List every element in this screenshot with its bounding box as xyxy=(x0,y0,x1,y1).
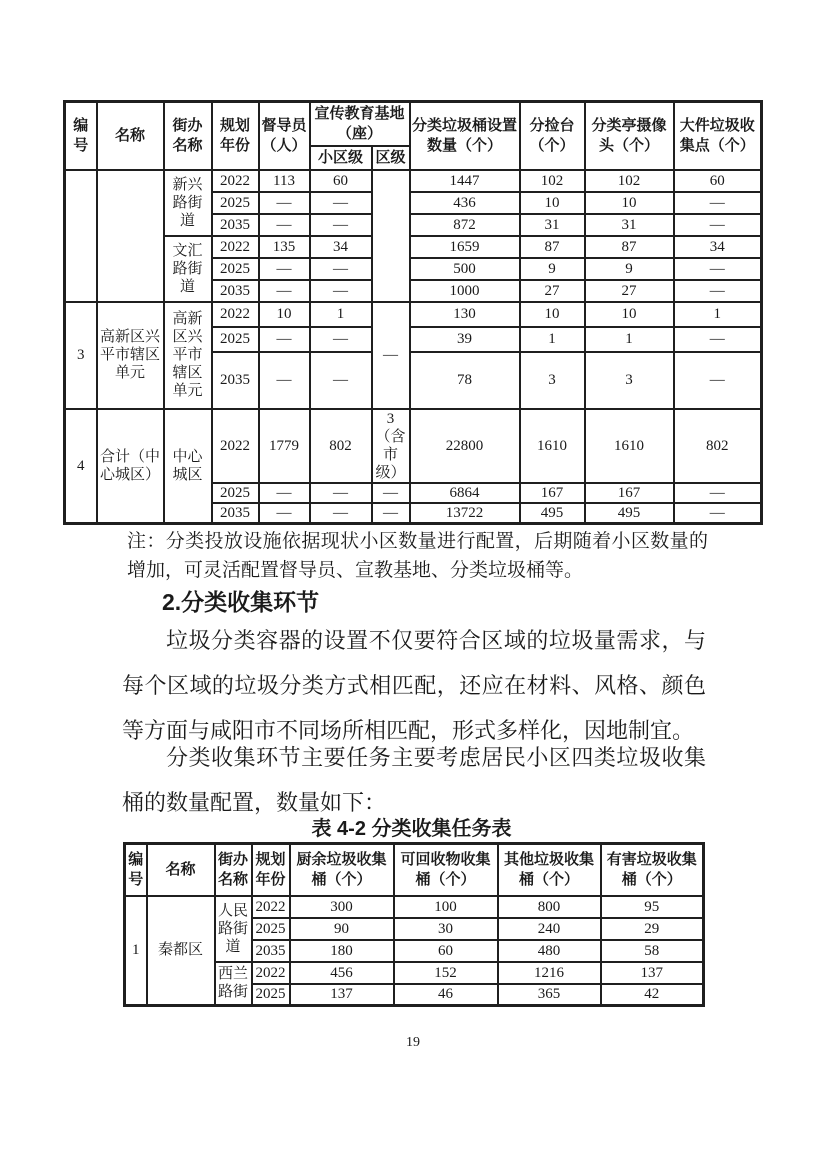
cell-year: 2022 xyxy=(212,302,259,327)
col-header-hazardous-bins: 有害垃圾收集桶（个） xyxy=(601,844,704,896)
cell-bulky: — xyxy=(674,280,762,302)
cell-no xyxy=(65,170,97,302)
cell-bulky: — xyxy=(674,192,762,214)
table-row xyxy=(65,302,762,327)
cell-other: 800 xyxy=(498,896,601,918)
cell-bulky: 802 xyxy=(674,409,762,483)
cell-district xyxy=(372,170,410,302)
cell-recyclable: 46 xyxy=(394,984,498,1006)
cell-kitchen: 90 xyxy=(290,918,394,940)
col-header-other-bins: 其他垃圾收集桶（个） xyxy=(498,844,601,896)
col-header-bins: 分类垃圾桶设置数量（个） xyxy=(410,102,520,170)
cell-bins: 78 xyxy=(410,352,520,409)
cell-sorting: 495 xyxy=(520,503,585,524)
cell-year: 2025 xyxy=(212,258,259,280)
cell-camera: 87 xyxy=(585,236,674,258)
cell-kitchen: 300 xyxy=(290,896,394,918)
col-header-street: 街办名称 xyxy=(164,102,212,170)
cell-bulky: — xyxy=(674,352,762,409)
cell-year: 2035 xyxy=(212,214,259,236)
cell-no: 4 xyxy=(65,409,97,524)
cell-recyclable: 30 xyxy=(394,918,498,940)
cell-other: 480 xyxy=(498,940,601,962)
cell-no: 3 xyxy=(65,302,97,409)
col-header-kitchen-bins: 厨余垃圾收集桶（个） xyxy=(290,844,394,896)
col-header-year: 规划年份 xyxy=(252,844,290,896)
col-header-recyclable-bins: 可回收物收集桶（个） xyxy=(394,844,498,896)
cell-community: — xyxy=(310,327,372,352)
cell-bins: 436 xyxy=(410,192,520,214)
cell-bins: 13722 xyxy=(410,503,520,524)
cell-bins: 872 xyxy=(410,214,520,236)
cell-sorting: 1 xyxy=(520,327,585,352)
cell-bins: 1659 xyxy=(410,236,520,258)
cell-district: 3（含市级） xyxy=(372,409,410,483)
cell-recyclable: 60 xyxy=(394,940,498,962)
cell-recyclable: 100 xyxy=(394,896,498,918)
cell-supervisor: 135 xyxy=(259,236,310,258)
cell-supervisor: 113 xyxy=(259,170,310,192)
cell-community: 802 xyxy=(310,409,372,483)
cell-kitchen: 180 xyxy=(290,940,394,962)
cell-supervisor: — xyxy=(259,327,310,352)
col-header-name: 名称 xyxy=(97,102,164,170)
col-header-name: 名称 xyxy=(147,844,215,896)
cell-year: 2025 xyxy=(212,192,259,214)
cell-camera: 1 xyxy=(585,327,674,352)
cell-hazardous: 137 xyxy=(601,962,704,984)
cell-year: 2025 xyxy=(252,984,290,1006)
cell-sorting: 102 xyxy=(520,170,585,192)
cell-camera: 1610 xyxy=(585,409,674,483)
col-header-community-level: 小区级 xyxy=(310,146,372,170)
cell-community: — xyxy=(310,352,372,409)
cell-bulky: — xyxy=(674,483,762,503)
cell-name xyxy=(97,170,164,302)
cell-sorting: 10 xyxy=(520,302,585,327)
table-row xyxy=(65,170,762,192)
cell-street: 文汇路街道 xyxy=(164,236,212,302)
cell-camera: 102 xyxy=(585,170,674,192)
cell-year: 2025 xyxy=(212,483,259,503)
cell-supervisor: 10 xyxy=(259,302,310,327)
collection-task-table xyxy=(123,842,705,1007)
cell-sorting: 9 xyxy=(520,258,585,280)
cell-bins: 6864 xyxy=(410,483,520,503)
cell-community: — xyxy=(310,503,372,524)
col-header-camera: 分类亭摄像头（个） xyxy=(585,102,674,170)
cell-community: — xyxy=(310,258,372,280)
col-header-bulky-point: 大件垃圾收集点（个） xyxy=(674,102,762,170)
cell-hazardous: 29 xyxy=(601,918,704,940)
cell-bulky: 34 xyxy=(674,236,762,258)
cell-street: 高新区兴平市辖区单元 xyxy=(164,302,212,409)
cell-kitchen: 137 xyxy=(290,984,394,1006)
cell-year: 2035 xyxy=(212,352,259,409)
cell-street: 新兴路街道 xyxy=(164,170,212,236)
col-header-district-level: 区级 xyxy=(372,146,410,170)
cell-bins: 22800 xyxy=(410,409,520,483)
table-note: 注：分类投放设施依据现状小区数量进行配置，后期随着小区数量的增加，可灵活配置督导员、宣教基地、分类垃圾桶等。 xyxy=(127,531,708,581)
cell-year: 2035 xyxy=(252,940,290,962)
cell-year: 2022 xyxy=(212,170,259,192)
cell-camera: 167 xyxy=(585,483,674,503)
cell-other: 1216 xyxy=(498,962,601,984)
cell-other: 365 xyxy=(498,984,601,1006)
table-header-row xyxy=(65,102,762,146)
cell-supervisor: — xyxy=(259,503,310,524)
col-header-street: 街办名称 xyxy=(215,844,252,896)
cell-sorting: 87 xyxy=(520,236,585,258)
cell-street: 人民路街道 xyxy=(215,896,252,962)
cell-supervisor: — xyxy=(259,352,310,409)
cell-other: 240 xyxy=(498,918,601,940)
col-header-no: 编号 xyxy=(65,102,97,170)
cell-community: 60 xyxy=(310,170,372,192)
cell-year: 2022 xyxy=(212,409,259,483)
cell-bulky: — xyxy=(674,327,762,352)
cell-street: 中心城区 xyxy=(164,409,212,524)
cell-supervisor: — xyxy=(259,192,310,214)
cell-bulky: — xyxy=(674,258,762,280)
cell-camera: 31 xyxy=(585,214,674,236)
col-header-year: 规划年份 xyxy=(212,102,259,170)
cell-name: 高新区兴平市辖区单元 xyxy=(97,302,164,409)
cell-supervisor: — xyxy=(259,214,310,236)
cell-sorting: 1610 xyxy=(520,409,585,483)
cell-supervisor: 1779 xyxy=(259,409,310,483)
cell-kitchen: 456 xyxy=(290,962,394,984)
cell-bins: 39 xyxy=(410,327,520,352)
cell-bulky: 1 xyxy=(674,302,762,327)
cell-community: 1 xyxy=(310,302,372,327)
table-row xyxy=(65,409,762,483)
col-header-no: 编号 xyxy=(125,844,147,896)
section-heading: 2.分类收集环节 xyxy=(162,589,320,615)
cell-recyclable: 152 xyxy=(394,962,498,984)
cell-year: 2025 xyxy=(252,918,290,940)
cell-community: — xyxy=(310,214,372,236)
cell-supervisor: — xyxy=(259,483,310,503)
cell-bulky: 60 xyxy=(674,170,762,192)
cell-district: — xyxy=(372,503,410,524)
cell-supervisor: — xyxy=(259,258,310,280)
facility-config-table xyxy=(63,100,763,525)
cell-community: 34 xyxy=(310,236,372,258)
col-header-edu-base: 宣传教育基地（座） xyxy=(310,102,410,146)
page-number: 19 xyxy=(406,1035,420,1050)
cell-district: — xyxy=(372,483,410,503)
cell-camera: 3 xyxy=(585,352,674,409)
cell-year: 2025 xyxy=(212,327,259,352)
cell-bulky: — xyxy=(674,214,762,236)
cell-name: 秦都区 xyxy=(147,896,215,1006)
cell-bulky: — xyxy=(674,503,762,524)
cell-sorting: 3 xyxy=(520,352,585,409)
cell-bins: 1447 xyxy=(410,170,520,192)
cell-hazardous: 95 xyxy=(601,896,704,918)
cell-community: — xyxy=(310,192,372,214)
table-caption: 表 4-2 分类收集任务表 xyxy=(311,818,512,840)
cell-bins: 500 xyxy=(410,258,520,280)
cell-hazardous: 58 xyxy=(601,940,704,962)
cell-camera: 27 xyxy=(585,280,674,302)
cell-year: 2035 xyxy=(212,503,259,524)
cell-street: 西兰路街 xyxy=(215,962,252,1006)
cell-bins: 130 xyxy=(410,302,520,327)
cell-sorting: 31 xyxy=(520,214,585,236)
cell-name: 合计（中心城区） xyxy=(97,409,164,524)
cell-camera: 9 xyxy=(585,258,674,280)
cell-camera: 10 xyxy=(585,192,674,214)
cell-hazardous: 42 xyxy=(601,984,704,1006)
paragraph: 垃圾分类容器的设置不仅要符合区域的垃圾量需求，与每个区域的垃圾分类方式相匹配，还应在材料、风格、颜色等方面与咸阳市不同场所相匹配，形式多样化，因地制宜。 xyxy=(122,628,706,743)
cell-sorting: 27 xyxy=(520,280,585,302)
cell-bins: 1000 xyxy=(410,280,520,302)
cell-year: 2035 xyxy=(212,280,259,302)
cell-camera: 495 xyxy=(585,503,674,524)
cell-supervisor: — xyxy=(259,280,310,302)
cell-sorting: 10 xyxy=(520,192,585,214)
paragraph: 分类收集环节主要任务主要考虑居民小区四类垃圾收集桶的数量配置，数量如下： xyxy=(122,745,706,815)
cell-year: 2022 xyxy=(252,896,290,918)
cell-year: 2022 xyxy=(212,236,259,258)
table-header-row xyxy=(125,844,704,896)
cell-community: — xyxy=(310,483,372,503)
cell-no: 1 xyxy=(125,896,147,1006)
cell-district: — xyxy=(372,302,410,409)
cell-community: — xyxy=(310,280,372,302)
cell-year: 2022 xyxy=(252,962,290,984)
col-header-sorting-desk: 分捡台（个） xyxy=(520,102,585,170)
col-header-supervisor: 督导员（人） xyxy=(259,102,310,170)
table-row xyxy=(65,236,762,258)
table-row xyxy=(125,896,704,918)
cell-camera: 10 xyxy=(585,302,674,327)
cell-sorting: 167 xyxy=(520,483,585,503)
